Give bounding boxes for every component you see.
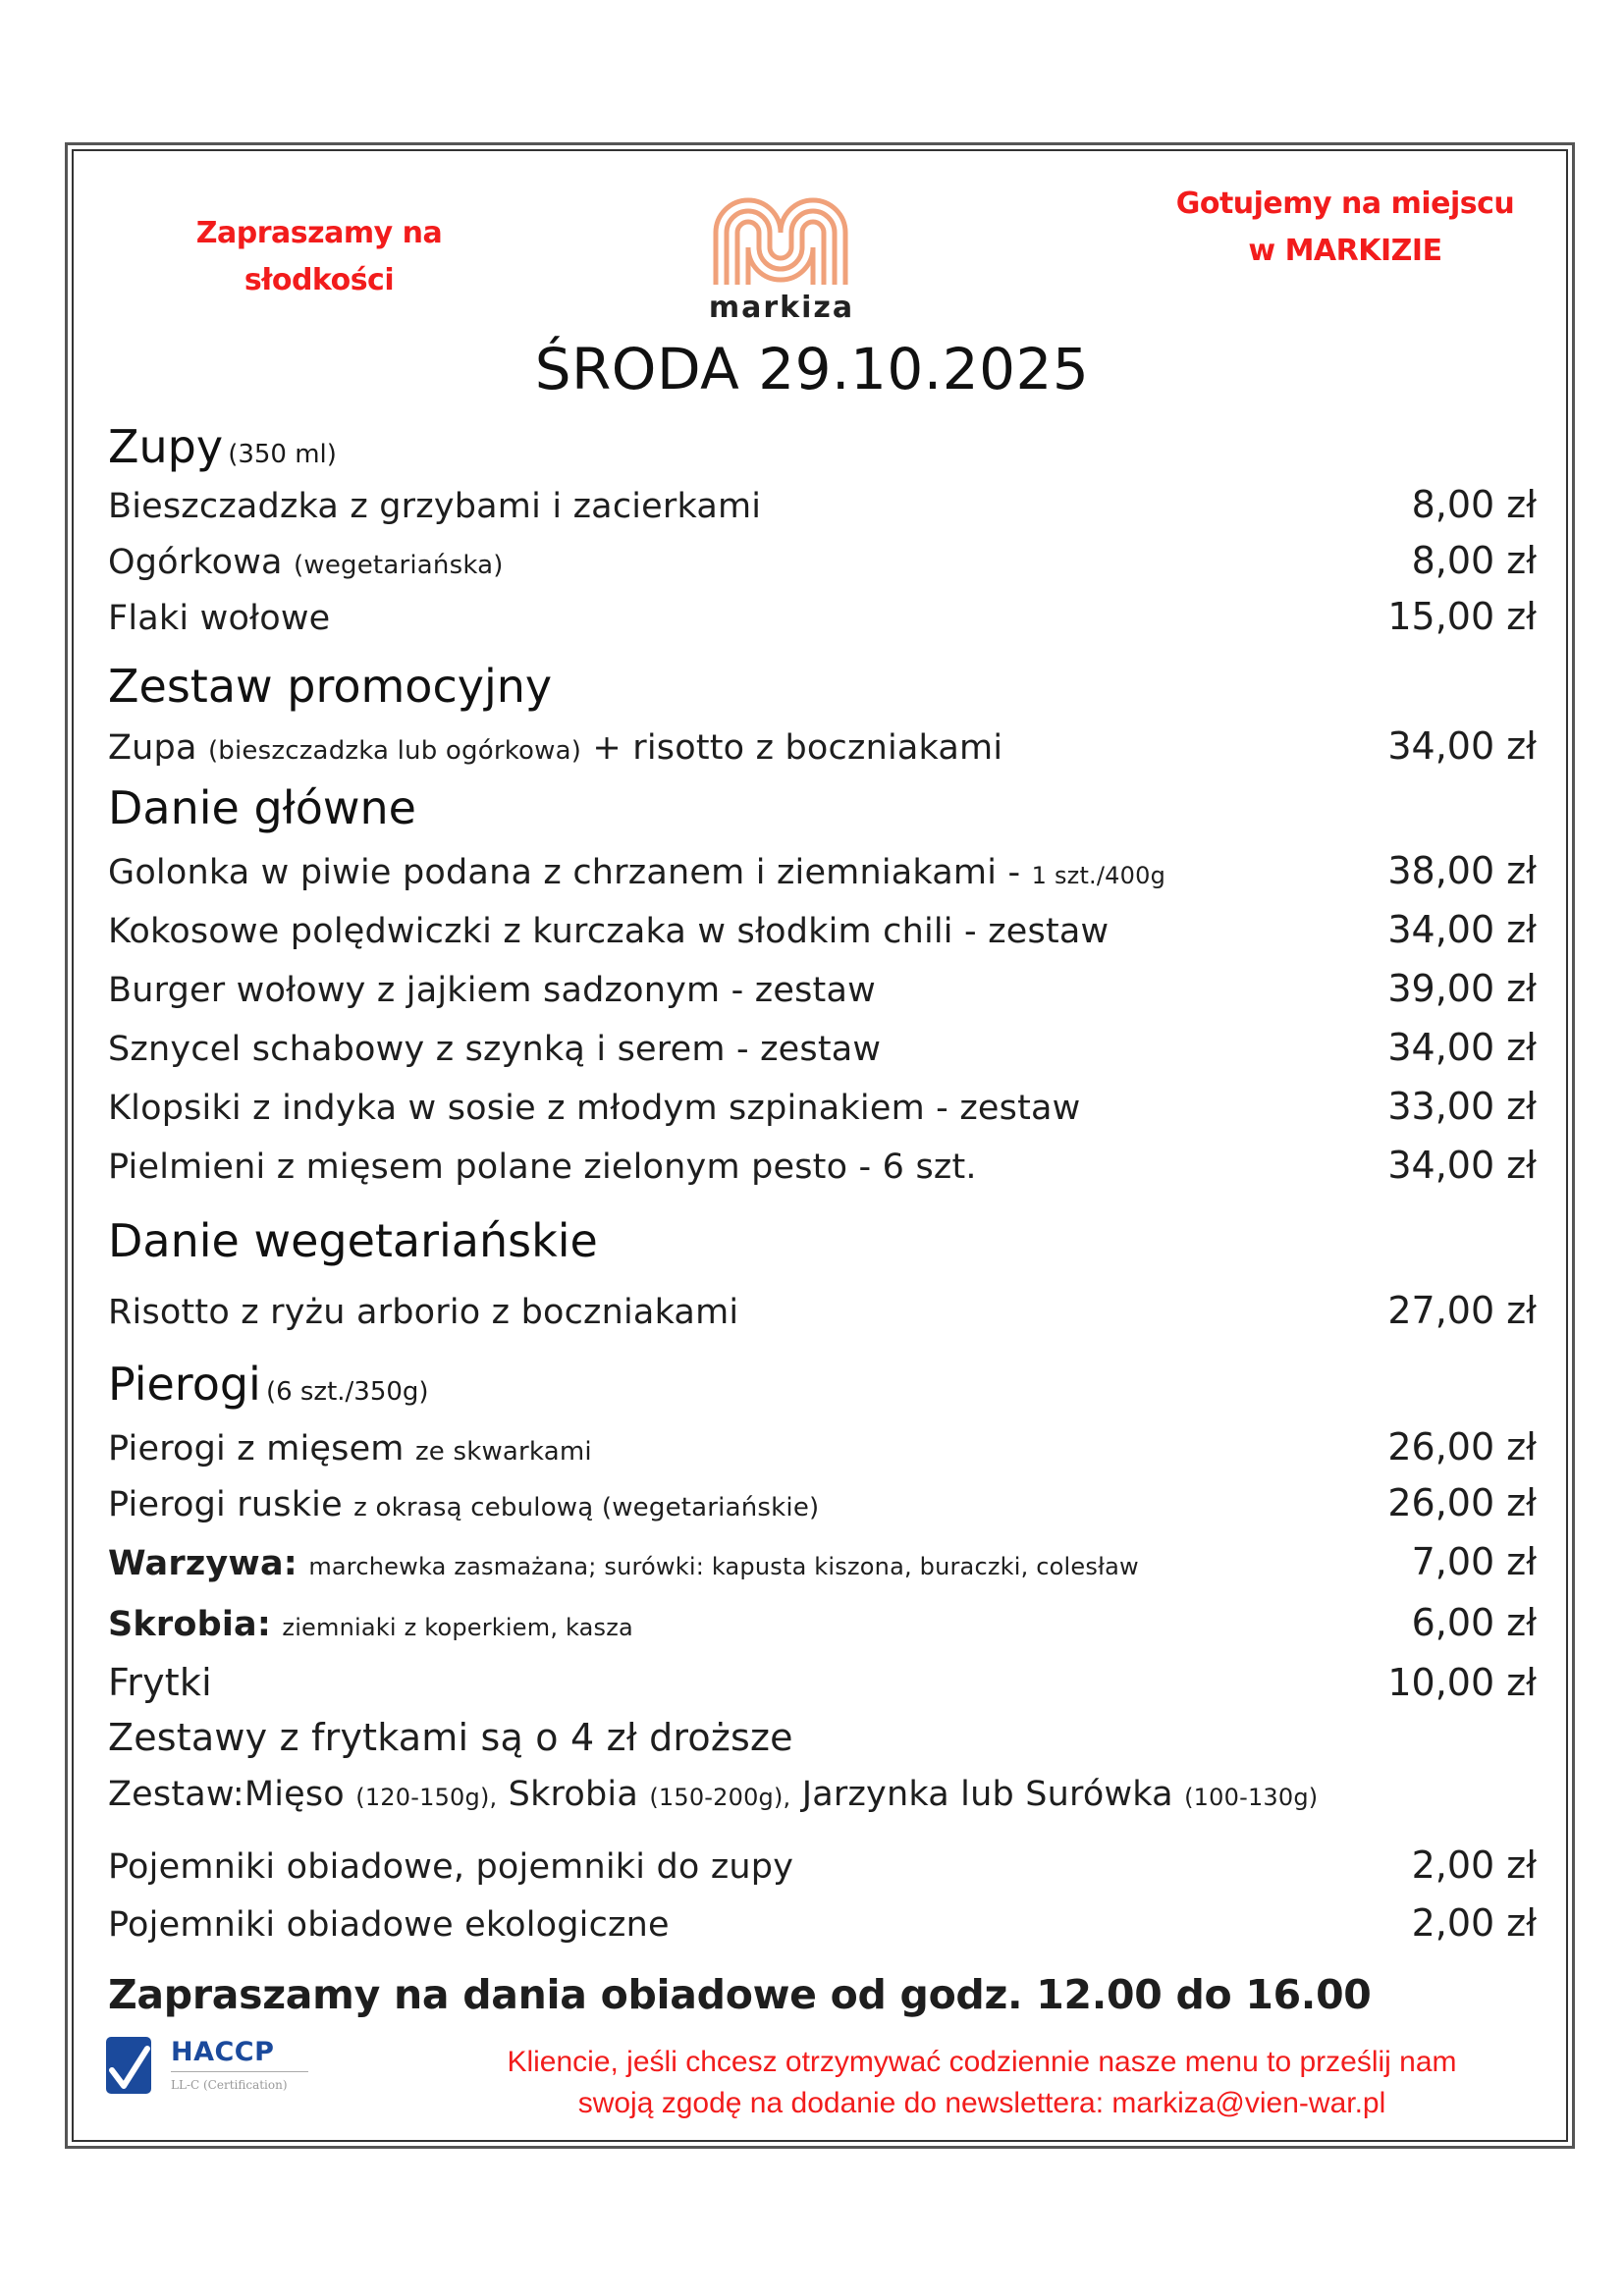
- pierogi-portion-note: (6 szt./350g): [265, 1377, 429, 1407]
- item-price: 34,00 zł: [1387, 908, 1537, 951]
- cooking-note-line-2: w MARKIZIE: [1248, 234, 1442, 268]
- sweets-invitation: [187, 210, 452, 304]
- item-price: 7,00 zł: [1411, 1540, 1537, 1583]
- menu-item: [108, 1289, 1537, 1332]
- opening-hours: [108, 1971, 1537, 2018]
- menu-item: [108, 595, 1537, 638]
- item-name: Klopsiki z indyka w sosie z młodym szpinakiem - zestaw: [108, 1089, 1081, 1128]
- menu-item: [108, 1144, 1537, 1187]
- item-name: Golonka w piwie podana z chrzanem i ziemniakami -: [108, 853, 1021, 892]
- vegetarian-heading: Danie wegetariańskie: [108, 1214, 598, 1267]
- newsletter-line-1: Kliencie, jeśli chcesz otrzymywać codziennie nasze menu to prześlij nam: [507, 2046, 1457, 2078]
- markiza-m-logo-icon: [710, 188, 853, 287]
- menu-item: [108, 1481, 1537, 1524]
- item-note: ziemniaki z koperkiem, kasza: [282, 1614, 633, 1641]
- haccp-subtitle: LL-C (Certification): [171, 2078, 288, 2092]
- fries-surcharge-note: [108, 1716, 1537, 1759]
- sweets-invitation-line-2: słodkości: [244, 263, 395, 297]
- set-composition-info: [108, 1775, 1537, 1814]
- mains-heading: Danie główne: [108, 781, 416, 834]
- item-price: 27,00 zł: [1387, 1289, 1537, 1332]
- item-price: 6,00 zł: [1411, 1601, 1537, 1644]
- item-name: Burger wołowy z jajkiem sadzonym - zestaw: [108, 971, 876, 1010]
- item-price: 10,00 zł: [1387, 1661, 1537, 1704]
- pierogi-heading: Pierogi: [108, 1358, 261, 1411]
- menu-item: [108, 967, 1537, 1010]
- section-heading-vegetarian: [108, 1214, 1537, 1267]
- menu-item-fries: [108, 1661, 1537, 1704]
- item-name: Zupa: [108, 728, 197, 768]
- item-price: 2,00 zł: [1411, 1901, 1537, 1945]
- item-price: 2,00 zł: [1411, 1843, 1537, 1887]
- haccp-badge: [106, 2037, 312, 2098]
- item-price: 38,00 zł: [1387, 849, 1537, 892]
- item-name: Ogórkowa: [108, 543, 283, 582]
- menu-item: [108, 724, 1537, 768]
- item-name: Pierogi z mięsem: [108, 1429, 405, 1468]
- item-price: 26,00 zł: [1387, 1425, 1537, 1468]
- item-name: Flaki wołowe: [108, 599, 331, 638]
- item-price: 33,00 zł: [1387, 1085, 1537, 1128]
- item-price: 34,00 zł: [1387, 1144, 1537, 1187]
- menu-item: [108, 908, 1537, 951]
- set-starch-weight: (150-200g),: [649, 1784, 791, 1811]
- set-starch-label: Skrobia: [508, 1775, 638, 1814]
- item-price: 8,00 zł: [1411, 539, 1537, 582]
- set-veg-weight: (100-130g): [1184, 1784, 1319, 1811]
- opening-hours-text: Zapraszamy na dania obiadowe od godz. 12.00 do 16.00: [108, 1971, 1372, 2018]
- item-name: Frytki: [108, 1661, 212, 1704]
- item-note: ze skwarkami: [414, 1437, 592, 1467]
- newsletter-notice: [432, 2042, 1532, 2124]
- set-meat-label: Zestaw:Mięso: [108, 1775, 345, 1814]
- item-name: Pojemniki obiadowe ekologiczne: [108, 1905, 670, 1945]
- item-note: marchewka zasmażana; surówki: kapusta kiszona, buraczki, colesław: [308, 1553, 1139, 1580]
- sweets-invitation-line-1: Zapraszamy na: [195, 216, 443, 250]
- fries-note-text: Zestawy z frytkami są o 4 zł droższe: [108, 1716, 793, 1759]
- item-label: Skrobia:: [108, 1605, 272, 1644]
- set-veg-label: Jarzynka lub Surówka: [801, 1775, 1173, 1814]
- item-price: 39,00 zł: [1387, 967, 1537, 1010]
- menu-item: [108, 539, 1537, 582]
- section-heading-promo: [108, 660, 1537, 713]
- menu-item-vegetables: [108, 1540, 1537, 1583]
- item-price: 15,00 zł: [1387, 595, 1537, 638]
- section-heading-soups: [108, 420, 1537, 473]
- item-note: 1 szt./400g: [1031, 862, 1166, 889]
- item-name: Kokosowe polędwiczki z kurczaka w słodkim chili - zestaw: [108, 912, 1110, 951]
- set-meat-weight: (120-150g),: [355, 1784, 498, 1811]
- item-label: Warzywa:: [108, 1544, 298, 1583]
- item-price: 26,00 zł: [1387, 1481, 1537, 1524]
- logo-wordmark: markiza: [708, 291, 855, 325]
- menu-item: [108, 483, 1537, 526]
- markiza-logo: [703, 188, 860, 326]
- item-suffix: + risotto z boczniakami: [592, 728, 1003, 768]
- menu-item-starch: [108, 1601, 1537, 1644]
- menu-item: [108, 849, 1537, 892]
- newsletter-line-2: swoją zgodę na dodanie do newslettera: markiza@vien-war.pl: [577, 2087, 1386, 2119]
- checkmark-badge-icon: [106, 2037, 151, 2094]
- item-note: z okrasą cebulową (wegetariańskie): [353, 1493, 820, 1522]
- soups-heading: Zupy: [108, 420, 224, 473]
- item-note: (bieszczadzka lub ogórkowa): [207, 736, 582, 766]
- cooking-on-site-note: [1159, 181, 1532, 275]
- menu-item-container: [108, 1901, 1537, 1945]
- item-name: Sznycel schabowy z szynką i serem - zestaw: [108, 1030, 882, 1069]
- menu-item: [108, 1085, 1537, 1128]
- haccp-title: HACCP: [171, 2037, 275, 2067]
- item-price: 34,00 zł: [1387, 1026, 1537, 1069]
- section-heading-pierogi: [108, 1358, 1537, 1411]
- item-name: Pierogi ruskie: [108, 1485, 343, 1524]
- item-name: Risotto z ryżu arborio z boczniakami: [108, 1293, 739, 1332]
- menu-item: [108, 1026, 1537, 1069]
- haccp-divider: [171, 2071, 308, 2072]
- item-price: 8,00 zł: [1411, 483, 1537, 526]
- menu-item: [108, 1425, 1537, 1468]
- promo-heading: Zestaw promocyjny: [108, 660, 553, 713]
- item-note: (wegetariańska): [294, 551, 504, 580]
- item-name: Bieszczadzka z grzybami i zacierkami: [108, 487, 762, 526]
- item-name: Pojemniki obiadowe, pojemniki do zupy: [108, 1847, 794, 1887]
- soups-portion-note: (350 ml): [228, 440, 337, 469]
- item-price: 34,00 zł: [1387, 724, 1537, 768]
- page-title-date: ŚRODA 29.10.2025: [534, 336, 1090, 402]
- menu-item-container: [108, 1843, 1537, 1887]
- section-heading-mains: [108, 781, 1537, 834]
- cooking-note-line-1: Gotujemy na miejscu: [1175, 187, 1515, 221]
- item-name: Pielmieni z mięsem polane zielonym pesto - 6 szt.: [108, 1148, 977, 1187]
